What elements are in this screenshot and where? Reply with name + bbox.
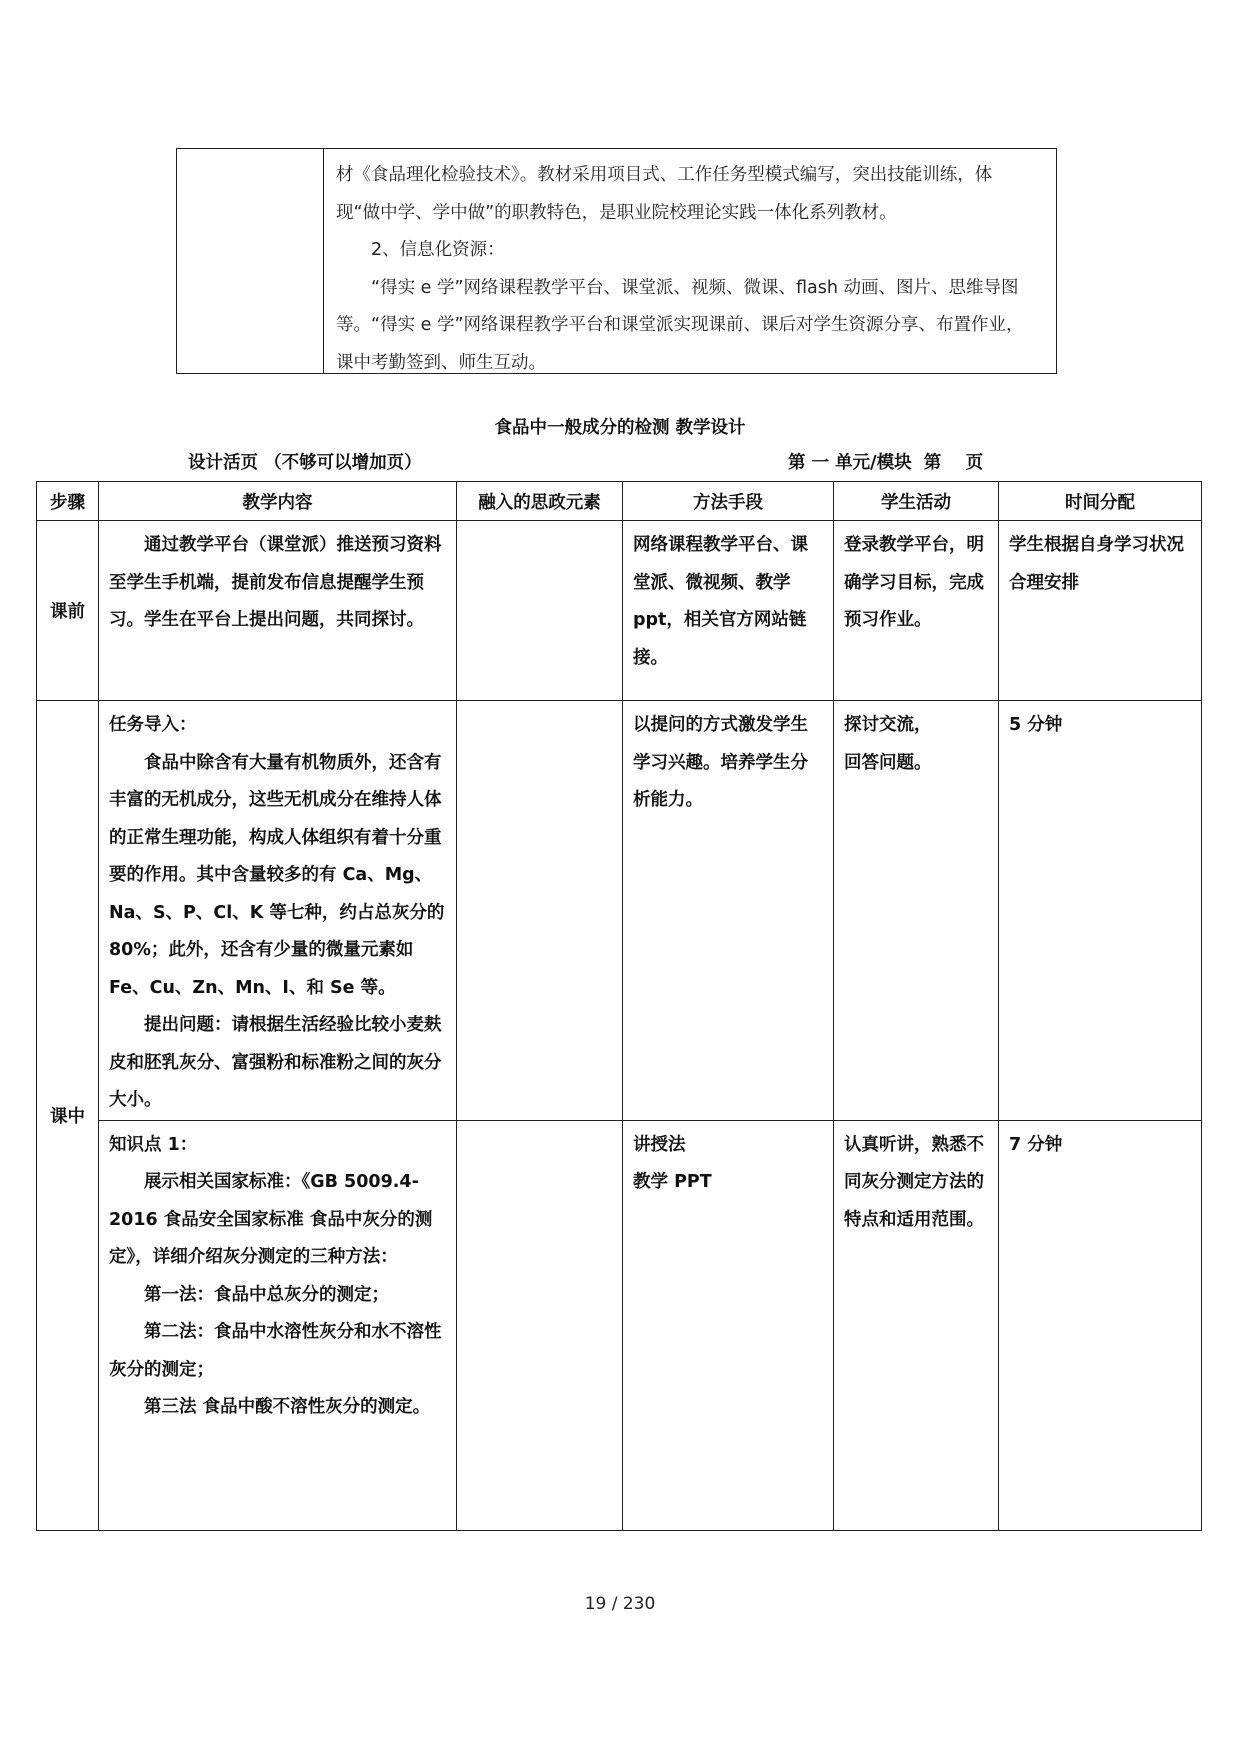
content-paragraph: 任务导入： [109, 715, 197, 735]
time-text: 学生根据自身学习状况合理安排 [1009, 535, 1184, 593]
doc-title: 食品中一般成分的检测 教学设计 [494, 418, 746, 438]
header-time: 时间分配 [999, 482, 1202, 521]
activity-text: 登录教学平台，明确学习目标，完成预习作业。 [844, 535, 984, 630]
page-number: 19 / 230 [584, 1594, 656, 1614]
time-cell [999, 1120, 1202, 1530]
resources-label-cell [177, 149, 324, 373]
table-row [37, 1120, 1202, 1530]
table-row [37, 701, 1202, 1121]
activity-text: 回答问题。 [844, 752, 932, 773]
content-paragraph: 提出问题：请根据生活经验比较小麦麸皮和胚乳灰分、富强粉和标准粉之间的灰分大小。 [109, 1015, 442, 1110]
content-paragraph: 第二法：食品中水溶性灰分和水不溶性灰分的测定； [109, 1322, 442, 1380]
time-cell [999, 701, 1202, 1121]
content-paragraph: 展示相关国家标准：《GB 5009.4-2016 食品安全国家标准 食品中灰分的测定》，详细介绍灰分测定的三种方法： [109, 1172, 433, 1267]
content-cell [99, 1120, 457, 1530]
method-cell [623, 521, 834, 701]
resources-line: 现“做中学、学中做”的职教特色，是职业院校理论实践一体化系列教材。 [336, 202, 897, 223]
time-text: 5 分钟 [1009, 715, 1063, 735]
method-cell [623, 701, 834, 1121]
content-paragraph: 知识点 1： [109, 1134, 198, 1155]
method-cell [623, 1120, 834, 1530]
step-cell: 课中 [37, 701, 99, 1531]
activity-cell [834, 1120, 999, 1530]
content-paragraph: 第三法 食品中酸不溶性灰分的测定。 [144, 1397, 431, 1417]
content-paragraph: 食品中除含有大量有机物质外，还含有丰富的无机成分，这些无机成分在维持人体的正常生理功能，构成人体组织有着十分重要的作用。其中含量较多的有 Ca、Mg、Na、S、P、Cl、K 等七种，约占总灰分的 80%；此外，还含有少量的微量元素如 Fe、Cu、Zn、Mn、I、和 Se 等。 [109, 752, 445, 998]
ideology-cell [457, 701, 623, 1121]
header-step: 步骤 [37, 482, 99, 521]
header-content: 教学内容 [99, 482, 457, 521]
activity-text: 认真听讲，熟悉不同灰分测定方法的特点和适用范围。 [844, 1134, 984, 1230]
header-activity: 学生活动 [834, 482, 999, 521]
method-text: 教学 PPT [633, 1172, 712, 1192]
header-ideology: 融入的思政元素 [457, 482, 623, 521]
teaching-design-table [36, 481, 1202, 1531]
resources-text-cell [324, 149, 1056, 373]
table-row [37, 521, 1202, 701]
resources-line: 课中考勤签到、师生互动。 [336, 352, 546, 373]
method-text: 以提问的方式激发学生学习兴趣。培养学生分析能力。 [633, 715, 808, 810]
ideology-cell [457, 1120, 623, 1530]
step-cell: 课前 [37, 521, 99, 701]
subtitle-right: 第 一 单元/模块 第 页 [788, 453, 984, 473]
time-text: 7 分钟 [1009, 1134, 1063, 1155]
activity-text: 探讨交流， [844, 715, 932, 735]
activity-cell [834, 521, 999, 701]
content-paragraph: 第一法：食品中总灰分的测定； [144, 1284, 389, 1305]
method-text: 网络课程教学平台、课堂派、微视频、教学 ppt，相关官方网站链接。 [633, 535, 808, 668]
table-header-row [37, 482, 1202, 521]
activity-cell [834, 701, 999, 1121]
content-paragraph: 通过教学平台（课堂派）推送预习资料至学生手机端，提前发布信息提醒学生预习。学生在平台上提出问题，共同探讨。 [109, 535, 442, 630]
subtitle-left: 设计活页 （不够可以增加页） [188, 453, 422, 473]
resources-continuation-table [176, 148, 1057, 374]
ideology-cell [457, 521, 623, 701]
resources-line: 等。“得实 e 学”网络课程教学平台和课堂派实现课前、课后对学生资源分享、布置作业， [336, 315, 1024, 335]
method-text: 讲授法 [633, 1134, 686, 1155]
time-cell [999, 521, 1202, 701]
resources-line: 材《食品理化检验技术》。教材采用项目式、工作任务型模式编写，突出技能训练，体 [336, 165, 993, 185]
header-method: 方法手段 [623, 482, 834, 521]
resources-line: 2、信息化资源： [371, 240, 505, 260]
content-cell [99, 521, 457, 701]
content-cell [99, 701, 457, 1121]
resources-line: “得实 e 学”网络课程教学平台、课堂派、视频、微课、flash 动画、图片、思维导图 [371, 277, 1019, 298]
